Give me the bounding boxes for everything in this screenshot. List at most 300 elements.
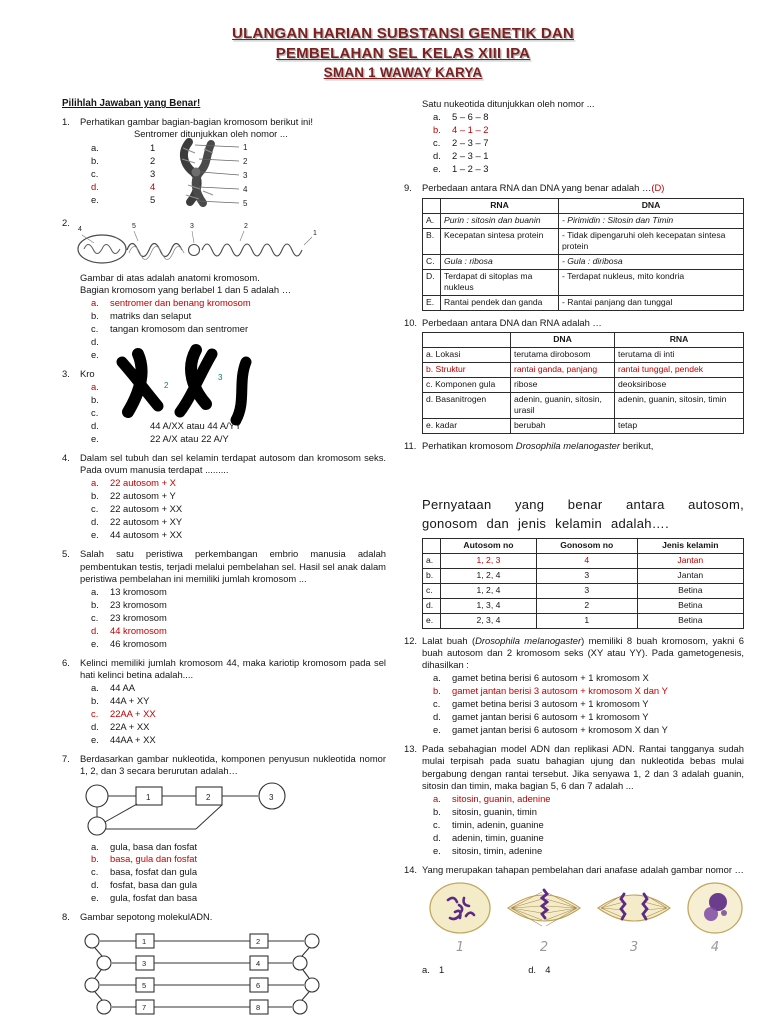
cell-stage-figure [594,880,674,957]
option [91,516,386,529]
table-row [423,269,744,295]
option [91,142,155,155]
question-text: Yang merupakan tahapan pembelahan dari anafase adalah gambar nomor … [422,863,744,875]
table-header-row [423,332,744,347]
option-letter: b. [433,124,441,136]
statement-text: Pernyataan yang benar antara autosom, gonosom dan jenis kelamin adalah…. [422,496,744,531]
prophase-cell-diagram [426,880,494,936]
option-letter: a. [91,141,99,153]
row-label: e. [423,613,441,628]
question-9 [404,182,744,310]
option-text: 23 kromosom [110,598,167,610]
option [91,638,386,651]
cell-division-stages [426,880,744,957]
cell-stage-figure [504,880,584,957]
question-number: 8. [62,911,70,923]
options [433,793,744,858]
option-letter: c. [91,167,99,179]
option [91,879,386,892]
option-text: 2 [150,154,156,166]
option-text: adenin, timin, guanine [452,831,544,843]
autosom-gonosom-table [422,538,744,629]
chromosome-anatomy-diagram [72,219,324,269]
question-number: 14. [404,863,418,875]
question-7 [62,753,386,905]
option-letter: c. [91,503,99,515]
column-header: DNA [511,332,615,347]
question-number: 9. [404,182,412,194]
dna-rna-table [422,332,744,434]
cell-dna: adenin, guanin, sitosin, urasil [511,392,615,418]
option-text: 44A + XY [110,695,150,707]
options [433,111,744,176]
option-text: 5 – 6 – 8 [452,111,489,123]
diagram-label: 3 [190,222,194,230]
cell-dna: - Rantai panjang dan tunggal [559,295,744,310]
option [433,163,744,176]
option [91,841,386,854]
diagram-label: 2 [244,222,248,230]
cell-autosom: 1, 3, 4 [441,598,537,613]
option-text: timin, adenin, guanine [452,818,544,830]
option-text: 44 A/XX atau 44 A/YY [150,420,242,432]
option-correct [91,297,386,310]
cell-rna: Rantai pendek dan ganda [441,295,559,310]
option-text: gamet betina berisi 3 autosom + 1 kromosom Y [452,698,649,710]
diagram-label: 5 [243,198,248,208]
answer-options-row [422,964,744,976]
option-letter: c. [91,611,99,623]
cell-gonosom: 2 [536,598,637,613]
option-text: 22 autosom + XY [110,516,183,528]
option-text: 1 [439,964,445,976]
cell-autosom: 2, 3, 4 [441,613,537,628]
table-header-row [423,538,744,553]
question-10 [404,317,744,434]
question-subtext: Sentromer ditunjukkan oleh nomor ... [134,128,288,140]
diagram-label: 3 [142,958,147,968]
table-row [423,254,744,269]
question-14 [404,864,744,977]
option-letter: c. [91,708,99,720]
cell-rna: Gula : ribosa [441,254,559,269]
figure-number: 2 [539,940,549,956]
diagram-label: 6 [256,980,261,990]
column-header [423,198,441,213]
option-letter: e. [433,163,441,175]
option-letter: d. [91,180,99,192]
cell-gonosom: 3 [536,568,637,583]
row-label: A. [423,213,441,228]
option-text: 44AA + XX [110,734,156,746]
diagram-label: 2 [164,380,169,390]
row-label: c. [423,583,441,598]
option-text: 22 autosom + X [110,477,176,489]
option-text: 22 A/X atau 22 A/Y [150,433,229,445]
diagram-label: 3 [269,792,274,802]
diagram-label: 4 [78,225,82,233]
cell-dna: - Pirimidin : Sitosin dan Timin [559,213,744,228]
option-letter: c. [433,698,441,710]
option-letter: d. [91,721,99,733]
missing-figure-space [422,452,744,494]
option [91,433,386,446]
title-line-3: SMAN 1 WAWAY KARYA [323,64,483,80]
options [91,841,386,906]
question-5 [62,548,386,651]
question-number: 2. [62,216,70,228]
rna-dna-table [422,198,744,311]
metaphase-cell-diagram [504,880,584,936]
option-text: gula, basa dan fosfat [110,840,198,852]
instruction: Pilihlah Jawaban yang Benar! [62,98,201,110]
option-text: basa, fosfat dan gula [110,866,198,878]
black-chromosomes-diagram [108,342,270,428]
option [433,832,744,845]
question-text-suffix: ) memiliki 8 buah kromosom, yakni 6 buah autosom dan 2 kromosom seks (XY atau YY). Pada gametogenesis, dihasilkan : [422,634,744,671]
option-text: 23 kromosom [110,611,167,623]
diagram-label: 1 [243,142,248,152]
option [91,612,386,625]
question-4 [62,452,386,542]
question-text: Gambar di atas adalah anatomi kromosom. [80,271,260,283]
option-text: 22A + XX [110,721,150,733]
cell-rna: adenin, guanin, sitosin, timin [615,392,744,418]
option [433,698,744,711]
cell-kelamin: Betina [637,583,743,598]
table-row [423,295,744,310]
chromosome-parts-diagram [159,135,271,211]
table-row [423,568,744,583]
option-text: tangan kromosom dan sentromer [110,323,249,335]
option-text: gamet jantan berisi 3 autosom + kromosom X dan Y [452,685,668,697]
diagram-label: 4 [243,184,248,194]
question-3 [62,368,386,446]
question-1 [62,116,386,210]
option-letter: a. [91,585,99,597]
cell-dna: - Tidak dipengaruhi oleh kecepatan sintesa protein [559,228,744,254]
option-text: 5 [150,193,156,205]
question-number: 3. [62,367,70,379]
option-letter: a. [91,477,99,489]
option-correct [433,685,744,698]
table-row [423,213,744,228]
option [91,490,386,503]
option [91,721,386,734]
option-letter: b. [433,805,441,817]
cell-dna: rantai ganda, panjang [511,362,615,377]
column-header: Gonosom no [536,538,637,553]
question-text: Kelinci memiliki jumlah kromosom 44, maka kariotip kromosom pada sel hati kelinci betina adalah.... [80,656,386,680]
diagram-label: 1 [142,936,147,946]
diagram-label: 3 [243,170,248,180]
figure-number: 4 [710,940,720,956]
cell-dna: berubah [511,418,615,433]
option [91,529,386,542]
option [91,155,155,168]
option-letter: a. [91,297,99,309]
options [91,477,386,542]
option-letter: e. [433,844,441,856]
question-text: Perbedaan antara DNA dan RNA adalah … [422,316,602,328]
question-text-main: Perbedaan antara RNA dan DNA yang benar adalah … [422,182,652,194]
table-row [423,418,744,433]
option-text: gamet jantan berisi 6 autosom + 1 kromosom Y [452,711,649,723]
option-text: 4 [545,964,551,976]
option-text: 22AA + XX [110,708,156,720]
option [433,111,744,124]
question-2 [62,217,386,362]
row-label: a. [423,553,441,568]
option-text: 1 [150,141,156,153]
option-text: 22 autosom + Y [110,490,176,502]
row-label: E. [423,295,441,310]
option [433,150,744,163]
option-letter: d. [433,150,441,162]
title-line-1: ULANGAN HARIAN SUBSTANSI GENETIK DAN [232,25,574,42]
option-letter: d. [91,879,99,891]
option-letter: d. [528,964,537,976]
option-text: sitosin, guanin, timin [452,805,537,817]
diagram-label: 1 [313,229,317,237]
cell-stage-figure [684,880,746,957]
option-letter: e. [91,193,99,205]
option-correct [91,853,386,866]
question-number: 12. [404,634,418,646]
title-line-2: PEMBELAHAN SEL KELAS XIII IPA [275,44,531,62]
cell-gonosom: 1 [536,613,637,628]
option-letter: a. [433,672,441,684]
dna-molecule-diagram [76,928,328,1022]
cell-kelamin: Jantan [637,568,743,583]
left-column [62,98,386,1024]
question-text: Gambar sepotong molekulADN. [80,911,213,923]
figure-number: 1 [455,940,465,956]
right-column [404,98,744,982]
question-text: Salah satu peristiwa perkembangan embrio manusia adalah pembentukan testis, terjadi melalui pembelahan sel. Hasil sel anak dalam peristiwa pembelahan ini memiliki jumlah kromosom ... [80,548,386,584]
cell-rna: deoksiribose [615,377,744,392]
option-text: 46 kromosom [110,637,167,649]
cell-kelamin: Jantan [637,553,743,568]
option [433,672,744,685]
question-13 [404,743,744,858]
option-text: gamet jantan berisi 6 autosom + kromosom X dan Y [452,724,668,736]
row-label: c. Komponen gula [423,377,511,392]
row-label: D. [423,269,441,295]
option [91,168,155,181]
question-8-continuation [404,98,744,176]
option-letter: b. [91,695,99,707]
question-text [422,182,744,194]
nucleotide-diagram [80,781,312,839]
option-letter: c. [433,818,441,830]
option-letter: e. [91,892,99,904]
option-text: sitosin, guanin, adenine [452,793,551,804]
option [433,711,744,724]
diagram-label: 7 [142,1002,147,1012]
option-text: 1 – 2 – 3 [452,163,489,175]
question-6 [62,657,386,747]
option-letter: b. [91,310,99,322]
option-text: 4 [150,180,156,192]
diagram-label: 2 [206,792,211,802]
question-number: 1. [62,116,70,128]
option-correct [91,708,386,721]
option [433,724,744,737]
option-letter: a. [433,111,441,123]
option-text: 2 – 3 – 1 [452,150,489,162]
column-header: Jenis kelamin [637,538,743,553]
options [433,672,744,737]
diagram-label: 2 [256,936,261,946]
option-text: 44 autosom + XX [110,529,183,541]
option [91,323,386,336]
cell-gonosom: 3 [536,583,637,598]
question-text-prefix: Perhatikan kromosom [422,439,516,451]
option-letter: b. [91,598,99,610]
option-letter: a. [91,381,99,393]
option [91,586,386,599]
option-letter: b. [91,154,99,166]
cell-stage-figure [426,880,494,957]
table-row [423,228,744,254]
table-row [423,392,744,418]
column-header: DNA [559,198,744,213]
option-letter: c. [91,866,99,878]
option-letter: e. [91,637,99,649]
question-number: 10. [404,316,418,328]
cell-rna: Purin : sitosin dan buanin [441,213,559,228]
question-12 [404,635,744,738]
diagram-label: 5 [142,980,147,990]
option-letter: c. [91,323,99,335]
table-row-correct [423,362,744,377]
c ell-rna: Kecepatan sintesa protein [441,228,559,254]
option-letter: d. [91,420,99,432]
option [91,892,386,905]
option-text: 3 [150,167,156,179]
option-letter: a. [422,964,430,976]
option-letter: b. [91,853,99,865]
row-label: d. Basanitrogen [423,392,511,418]
option-letter: c. [433,137,441,149]
option [91,734,386,747]
telophase-cell-diagram [684,880,746,936]
cell-dna: terutama dirobosom [511,347,615,362]
option-letter: a. [433,793,441,804]
option-letter: e. [433,724,441,736]
cell-dna: - Terdapat nukleus, mito kondria [559,269,744,295]
options [91,586,386,651]
question-text-prefix: Lalat buah ( [422,634,476,646]
option-text: 2 – 3 – 7 [452,137,489,149]
diagram-label: 3 [218,372,223,382]
diagram-label: 5 [132,222,136,230]
option [91,503,386,516]
diagram-label: 2 [243,156,248,166]
figure-number: 3 [629,940,639,956]
table-row [423,347,744,362]
option-letter: d. [91,624,99,636]
question-text: Kro [80,367,95,379]
table-row [423,598,744,613]
option-text: gula, fosfat dan basa [110,892,198,904]
option [91,695,386,708]
cell-rna: tetap [615,418,744,433]
column-header [423,332,511,347]
option-letter: a. [91,840,99,852]
option-text: 22 autosom + XX [110,503,183,515]
species-name: Drosophila melanogaster [515,439,621,451]
cell-autosom: 1, 2, 4 [441,568,537,583]
options [91,682,386,747]
question-number: 6. [62,656,70,668]
row-label: d. [423,598,441,613]
cell-dna: ribose [511,377,615,392]
option [433,137,744,150]
table-row [423,613,744,628]
two-column-layout [62,98,744,1024]
question-number [404,98,422,176]
cell-gonosom: 4 [536,553,637,568]
option-letter: e. [91,348,99,360]
cell-kelamin: Betina [637,598,743,613]
option-correct [91,477,386,490]
cell-autosom: 1, 2, 3 [441,553,537,568]
cell-kelamin: Betina [637,613,743,628]
row-label: a. Lokasi [423,347,511,362]
question-number: 4. [62,452,70,463]
option [433,819,744,832]
question-text: Pada sebahagian model ADN dan replikasi ADN. Rantai tangganya sudah mulai terpisah pada suatu bahagian ujung dan nukleotida bebas mulai bergabung dengan rantai tersebut. Jika senyawa 1, 2 dan 3 adalah guanin, sitosin dan timin, maka bagian 5, 6 dan 7 adalah ... [422,743,744,791]
option [91,194,155,207]
question-text: Berdasarkan gambar nukleotida, komponen penyusun nukleotida nomor 1, 2, dan 3 secara berurutan adalah… [80,753,386,777]
option-text: 13 kromosom [110,585,167,597]
option-letter: d. [91,516,99,528]
question-text [422,635,744,672]
option-text: 44 kromosom [110,624,167,636]
option-letter: b. [433,685,441,697]
option-letter: d. [433,831,441,843]
option-correct [91,181,155,194]
question-text: Satu nukeotida ditunjukkan oleh nomor ... [422,98,595,110]
option [91,866,386,879]
option [91,599,386,612]
option-text: 44 AA [110,682,136,694]
question-number: 11. [404,439,417,451]
option-text: basa, gula dan fosfat [110,853,198,865]
exam-header [62,24,744,82]
anaphase-cell-diagram [594,880,674,936]
cell-rna: rantai tunggal, pendek [615,362,744,377]
option-letter: c. [91,407,99,419]
diagram-label: 1 [146,792,151,802]
option-letter: b. [91,490,99,502]
option-letter: e. [91,433,99,445]
question-number: 13. [404,743,418,755]
question-11 [404,440,744,629]
table-row-correct [423,553,744,568]
column-header [423,538,441,553]
column-header: RNA [441,198,559,213]
row-label: C. [423,254,441,269]
row-label: e. kadar [423,418,511,433]
option-correct [91,625,386,638]
option-letter: b. [91,394,99,406]
option-letter: e. [91,529,99,541]
answer-note: (D) [651,182,665,194]
options [91,142,155,207]
